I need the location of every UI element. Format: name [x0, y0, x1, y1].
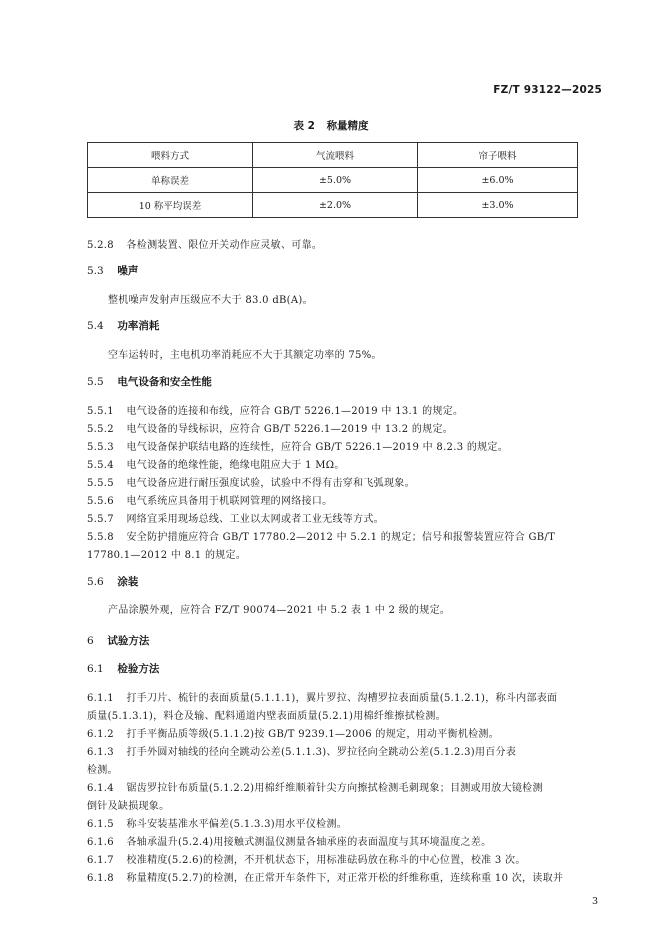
- section-heading-5-3: [87, 263, 138, 278]
- clause-number: 6.1.2: [87, 729, 114, 740]
- clause-number: 5.2.8: [87, 240, 114, 251]
- clause-number: 5.5.5: [87, 478, 114, 489]
- clause-number: 5.5.4: [87, 460, 114, 471]
- clause-number: 6.1.6: [87, 837, 114, 848]
- section-title: 噪声: [117, 265, 139, 277]
- chapter-title: 试验方法: [107, 635, 150, 647]
- clause-text: 电气系统应具备用于机联网管理的网络接口。: [126, 496, 333, 507]
- section-heading-5-4: [87, 318, 159, 333]
- table-cell: 10 称平均误差: [88, 193, 253, 218]
- table-header-cell: 气流喂料: [253, 143, 418, 168]
- clause-number: 5.5.7: [87, 514, 114, 525]
- clause-5-5-1: [87, 402, 463, 417]
- clause-6-1-4-continued: 倒针及缺损现象。: [87, 801, 170, 812]
- clause-number: 6.1.7: [87, 855, 114, 866]
- clause-6-1-8: [87, 869, 563, 884]
- clause-6-1-5: [87, 815, 347, 830]
- clause-text: 电气设备的连接和布线，应符合 GB/T 5226.1—2019 中 13.1 的规定。: [126, 406, 464, 417]
- paragraph-noise: 整机噪声发射声压级应不大于 83.0 dB(A)。: [108, 295, 313, 306]
- clause-number: 6.1.1: [87, 693, 114, 704]
- clause-text: 各检测装置、限位开关动作应灵敏、可靠。: [126, 240, 323, 251]
- clause-text: 打手外圆对轴线的径向全跳动公差(5.1.1.3)、罗拉径向全跳动公差(5.1.2.3)用百分表: [126, 747, 517, 758]
- clause-text: 锯齿罗拉针布质量(5.1.2.2)用棉纤维顺着针尖方向擦拭检测毛刺现象；目测或用放大镜检测: [126, 783, 543, 794]
- table-title: [0, 118, 662, 133]
- clause-text: 校准精度(5.2.6)的检测，不开机状态下，用标准砝码放在称斗的中心位置，校准 3 次。: [126, 855, 526, 866]
- table-cell: ±3.0%: [418, 193, 578, 218]
- clause-text: 电气设备的绝缘性能，绝缘电阻应大于 1 MΩ。: [126, 460, 345, 471]
- section-number: 6.1: [87, 663, 104, 675]
- clause-6-1-3-continued: 检测。: [87, 765, 118, 776]
- table-row: [88, 168, 578, 193]
- clause-text: 网络宜采用现场总线、工业以太网或者工业无线等方式。: [126, 514, 384, 525]
- clause-text: 电气设备保护联结电路的连续性，应符合 GB/T 5226.1—2019 中 8.2.3 的规定。: [126, 442, 509, 453]
- table-cell: ±2.0%: [253, 193, 418, 218]
- section-title: 电气设备和安全性能: [117, 376, 212, 388]
- standard-number: FZ/T 93122—2025: [493, 84, 602, 96]
- table-header-row: [88, 143, 578, 168]
- clause-number: 5.5.2: [87, 424, 114, 435]
- chapter-number: 6: [87, 635, 94, 647]
- clause-text: 各轴承温升(5.2.4)用接触式测温仪测量各轴承座的表面温度与其环境温度之差。: [126, 837, 492, 848]
- table-header-cell: 帘子喂料: [418, 143, 578, 168]
- clause-5-5-3: [87, 438, 508, 453]
- paragraph-power: 空车运转时，主电机功率消耗应不大于其额定功率的 75%。: [108, 350, 382, 361]
- clause-text: 称量精度(5.2.7)的检测，在正常开车条件下，对正常开松的纤维称重，连续称重 10 次，读取并: [126, 873, 564, 884]
- clause-6-1-1-continued: 质量(5.1.3.1)，料仓及输、配料通道内壁表面质量(5.2.1)用棉纤维擦拭检测。: [87, 711, 446, 722]
- page-number: 3: [591, 896, 598, 907]
- clause-text: 打手平衡品质等级(5.1.1.2)按 GB/T 9239.1—2006 的规定，用动平衡机检测。: [126, 729, 500, 740]
- clause-6-1-3: [87, 743, 516, 758]
- clause-text: 电气设备应进行耐压强度试验，试验中不得有击穿和飞弧现象。: [126, 478, 415, 489]
- clause-text: 称斗安装基准水平偏差(5.1.3.3)用水平仪检测。: [126, 819, 348, 830]
- clause-5-5-6: [87, 492, 332, 507]
- weighing-accuracy-table: [87, 142, 578, 218]
- section-heading-5-5: [87, 374, 212, 389]
- clause-number: 5.5.8: [87, 532, 114, 543]
- clause-6-1-1: [87, 689, 557, 704]
- section-title: 涂装: [117, 576, 139, 588]
- clause-text: 打手刀片、梳针的表面质量(5.1.1.1)，翼片罗拉、沟槽罗拉表面质量(5.1.2.1)，称斗内部表面: [126, 693, 558, 704]
- clause-5-2-8: [87, 236, 322, 251]
- clause-6-1-6: [87, 833, 491, 848]
- clause-6-1-7: [87, 851, 526, 866]
- clause-5-5-8-continued: 17780.1—2012 中 8.1 的规定。: [87, 550, 247, 561]
- clause-5-5-2: [87, 420, 453, 435]
- clause-number: 5.5.1: [87, 406, 114, 417]
- section-heading-6-1: [87, 661, 159, 676]
- section-number: 5.4: [87, 320, 104, 332]
- table-cell: 单称误差: [88, 168, 253, 193]
- clause-5-5-5: [87, 474, 415, 489]
- clause-number: 6.1.4: [87, 783, 114, 794]
- clause-5-5-4: [87, 456, 345, 471]
- table-cell: ±6.0%: [418, 168, 578, 193]
- clause-number: 5.5.6: [87, 496, 114, 507]
- clause-number: 6.1.3: [87, 747, 114, 758]
- clause-number: 6.1.8: [87, 873, 114, 884]
- paragraph-coating: 产品涂膜外观，应符合 FZ/T 90074—2021 中 5.2 表 1 中 2 级的规定。: [108, 605, 451, 616]
- clause-text: 电气设备的导线标识，应符合 GB/T 5226.1—2019 中 13.2 的规定。: [126, 424, 454, 435]
- table-caption: 称量精度: [326, 120, 369, 132]
- clause-number: 6.1.5: [87, 819, 114, 830]
- section-number: 5.6: [87, 576, 104, 588]
- clause-text: 安全防护措施应符合 GB/T 17780.2—2012 中 5.2.1 的规定；信号和报警装置应符合 GB/T: [126, 532, 556, 543]
- section-number: 5.3: [87, 265, 104, 277]
- chapter-heading-6: [87, 633, 149, 648]
- section-heading-5-6: [87, 574, 138, 589]
- table-number: 表 2: [293, 120, 315, 132]
- section-number: 5.5: [87, 376, 104, 388]
- clause-5-5-7: [87, 510, 384, 525]
- clause-6-1-2: [87, 725, 499, 740]
- section-title: 检验方法: [117, 663, 160, 675]
- table-header-cell: 喂料方式: [88, 143, 253, 168]
- clause-5-5-8: [87, 528, 555, 543]
- clause-number: 5.5.3: [87, 442, 114, 453]
- section-title: 功率消耗: [117, 320, 160, 332]
- table-row: [88, 193, 578, 218]
- clause-6-1-4: [87, 779, 543, 794]
- table-cell: ±5.0%: [253, 168, 418, 193]
